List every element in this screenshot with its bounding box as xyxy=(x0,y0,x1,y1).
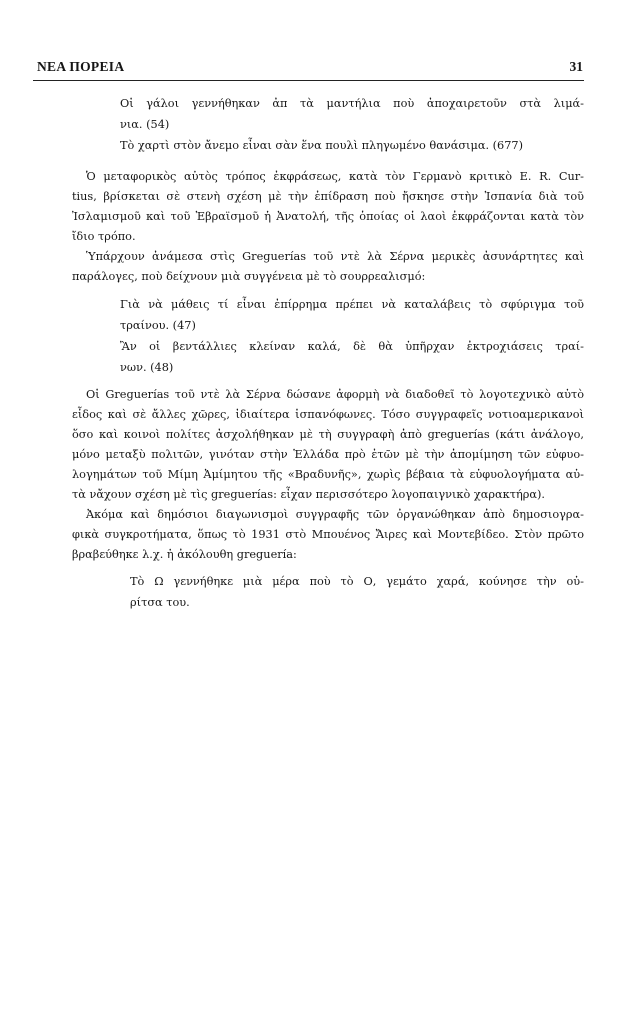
text-line: Ὁ μεταφορικὸς αὐτὸς τρόπος ἐκφράσεως, κατὰ τὸν Γερμανὸ κριτικὸ E. R. Cur- xyxy=(86,170,584,183)
text-line: tius, βρίσκεται σὲ στενὴ σχέση μὲ τὴν ἐπίδραση ποὺ ἤσκησε στὴν Ἱσπανία διὰ τοῦ xyxy=(72,190,584,203)
header-rule xyxy=(33,80,584,81)
running-header xyxy=(33,59,583,79)
text-line: εἶδος καὶ σὲ ἄλλες χῶρες, ἰδιαίτερα ἱσπανόφωνες. Τόσο συγγραφεῖς νοτιοαμερικανοὶ xyxy=(72,408,584,421)
text-line: Ἀκόμα καὶ δημόσιοι διαγωνισμοὶ συγγραφῆς τῶν ὀργανώθηκαν ἀπὸ δημοσιογρα- xyxy=(86,508,584,521)
quote-line: τραίνου. (47) xyxy=(120,319,196,332)
quote-line: Γιὰ νὰ μάθεις τί εἶναι ἐπίρρημα πρέπει νὰ καταλάβεις τὸ σφύριγμα τοῦ xyxy=(120,298,584,311)
page-number: 31 xyxy=(569,59,583,74)
text-line: τὰ νἄχουν σχέση μὲ τὶς greguerías: εἶχαν περισσότερο λογοπαιγνικὸ χαρακτήρα). xyxy=(72,488,545,501)
text-line: Οἱ Greguerías τοῦ ντὲ λὰ Σέρνα δώσανε ἀφορμὴ νὰ διαδοθεῖ τὸ λογοτεχνικὸ αὐτὸ xyxy=(86,388,584,401)
text-line: ἴδιο τρόπο. xyxy=(72,230,136,243)
quote-line: ρίτσα του. xyxy=(130,596,190,609)
quote-line: Οἱ γάλοι γεννήθηκαν ἀπ τὰ μαντήλια ποὺ ἀποχαιρετοῦν στὰ λιμά- xyxy=(120,97,584,110)
text-line: βραβεύθηκε λ.χ. ἡ ἀκόλουθη greguería: xyxy=(72,548,297,561)
quote-line: νων. (48) xyxy=(120,361,174,374)
quote-line: Τὸ Ω γεννήθηκε μιὰ μέρα ποὺ τὸ Ο, γεμάτο χαρά, κούνησε τὴν οὐ- xyxy=(130,575,584,588)
text-line: Ὑπάρχουν ἀνάμεσα στὶς Greguerías τοῦ ντὲ λὰ Σέρνα μερικὲς ἀσυνάρτητες καὶ xyxy=(86,250,584,263)
text-line: παράλογες, ποὺ δείχνουν μιὰ συγγένεια μὲ τὸ σουρρεαλισμό: xyxy=(72,270,426,283)
quote-line: νια. (54) xyxy=(120,118,170,131)
text-line: μόνο μεταξὺ πολιτῶν, γινόταν στὴν Ἑλλάδα πρὸ ἐτῶν μὲ τὴν ἀπομίμηση τῶν εὐφυο- xyxy=(72,448,584,461)
quote-line: Ἂν οἱ βεντάλλιες κλείναν καλά, δὲ θὰ ὑπῆρχαν ἐκτροχιάσεις τραί- xyxy=(120,340,584,353)
text-line: Ἰσλαμισμοῦ καὶ τοῦ Ἑβραϊσμοῦ ἡ Ἀνατολή, τῆς ὁποίας οἱ λαοὶ ἐκφράζονται κατὰ τὸν xyxy=(72,210,584,223)
quote-line: Τὸ χαρτὶ στὸν ἄνεμο εἶναι σὰν ἕνα πουλὶ πληγωμένο θανάσιμα. (677) xyxy=(120,139,524,152)
text-line: λογημάτων τοῦ Μίμη Ἀμίμητου τῆς «Βραδυνῆς», χωρὶς βέβαια τὰ εὐφυολογήματα αὐ- xyxy=(72,468,584,481)
text-line: φικὰ συγκροτήματα, ὅπως τὸ 1931 στὸ Μπουένος Ἄιρες καὶ Μοντεβίδεο. Στὸν πρῶτο xyxy=(72,528,584,541)
journal-title: ΝΕΑ ΠΟΡΕΙΑ xyxy=(37,59,125,74)
text-line: ὅσο καὶ κοινοὶ πολίτες ἀσχολήθηκαν μὲ τὴ συγγραφὴ ἀπὸ greguerías (κάτι ἀνάλογο, xyxy=(72,428,584,441)
